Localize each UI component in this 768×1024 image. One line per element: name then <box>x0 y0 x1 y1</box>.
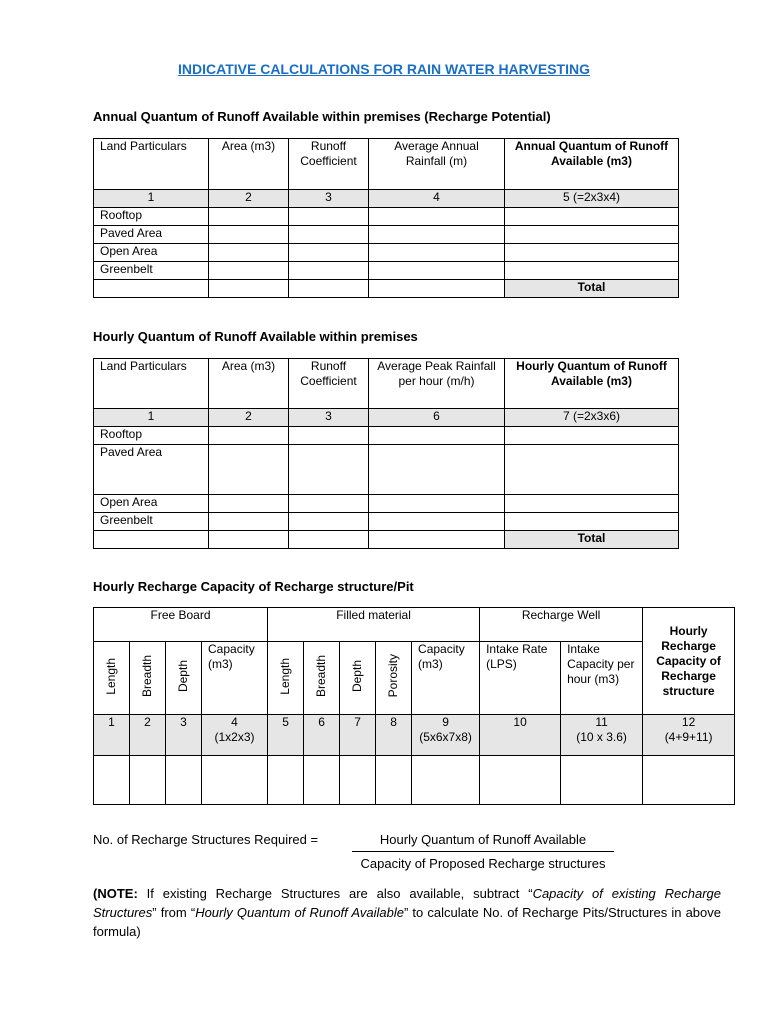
fm-depth: Depth <box>350 659 365 693</box>
rc-num-8: 8 <box>376 715 412 756</box>
fb-breadth: Breadth <box>140 654 154 698</box>
recharge-heading: Hourly Recharge Capacity of Recharge structure/Pit <box>93 579 414 594</box>
annual-header-runoff: Runoff Coefficient <box>289 139 369 190</box>
rc-formula-11: (10 x 3.6) <box>576 730 627 744</box>
hourly-header-area: Area (m3) <box>209 359 289 409</box>
table-row <box>94 262 679 280</box>
rc-num-5: 5 <box>268 715 304 756</box>
page-title: INDICATIVE CALCULATIONS FOR RAIN WATER HARVESTING <box>178 61 590 77</box>
annual-table <box>93 138 679 298</box>
rc-num-7: 7 <box>340 715 376 756</box>
rw-intake-capacity: Intake Capacity per hour (m3) <box>561 642 643 715</box>
annual-header-rainfall: Average Annual Rainfall (m) <box>369 139 505 190</box>
recharge-sub-row <box>94 642 735 715</box>
rc-num-6: 6 <box>304 715 340 756</box>
annual-header-quantum: Annual Quantum of Runoff Available (m3) <box>505 139 679 190</box>
rc-num-4: 4 <box>231 715 238 729</box>
rc-formula-4: (1x2x3) <box>214 730 255 744</box>
fm-breadth: Breadth <box>314 654 329 698</box>
annual-total-row <box>94 280 679 298</box>
rc-num-11: 11 <box>595 715 608 729</box>
note-text-1: If existing Recharge Structures are also available, subtract “ <box>137 886 533 901</box>
annual-header-row <box>94 139 679 190</box>
rw-intake-rate: Intake Rate (LPS) <box>480 642 561 715</box>
annual-num-5: 5 (=2x3x4) <box>505 190 679 208</box>
hourly-header-quantum: Hourly Quantum of Runoff Available (m3) <box>505 359 679 409</box>
hourly-row-label: Paved Area <box>94 445 209 495</box>
recharge-number-row <box>94 715 735 756</box>
rc-formula-9: (5x6x7x8) <box>419 730 472 744</box>
fm-length: Length <box>278 657 293 695</box>
hourly-total-row <box>94 531 679 549</box>
fb-depth: Depth <box>176 659 190 693</box>
annual-total-label: Total <box>505 280 679 298</box>
rc-num-9: 9 <box>442 715 449 729</box>
hourly-table <box>93 358 679 549</box>
annual-header-area: Area (m3) <box>209 139 289 190</box>
table-row <box>94 513 679 531</box>
hourly-header-rainfall: Average Peak Rainfall per hour (m/h) <box>369 359 505 409</box>
hourly-header-land: Land Particulars <box>94 359 209 409</box>
rc-num-12: 12 <box>681 715 696 729</box>
note-lead: (NOTE: <box>93 886 138 901</box>
annual-num-1: 1 <box>94 190 209 208</box>
annual-row-label: Rooftop <box>94 208 209 226</box>
hourly-row-label: Open Area <box>94 495 209 513</box>
hourly-heading: Hourly Quantum of Runoff Available within premises <box>93 329 418 344</box>
formula-numerator: Hourly Quantum of Runoff Available <box>379 832 587 847</box>
note-text-3: ” to calculate No. of Recharge Pits/Structures in above formula) <box>93 905 721 939</box>
annual-row-label: Paved Area <box>94 226 209 244</box>
annual-row-label: Open Area <box>94 244 209 262</box>
hourly-num-3: 3 <box>289 409 369 427</box>
recharge-header-hourly-capacity: Hourly Recharge Capacity of Recharge structure <box>643 608 735 715</box>
table-row <box>94 445 679 495</box>
note-italic-2: Hourly Quantum of Runoff Available <box>195 905 404 920</box>
table-row <box>94 244 679 262</box>
fm-capacity: Capacity (m3) <box>412 642 480 715</box>
group-recharge-well: Recharge Well <box>480 608 643 642</box>
formula-label: No. of Recharge Structures Required = <box>93 832 319 847</box>
hourly-number-row <box>94 409 679 427</box>
note-paragraph <box>93 884 721 941</box>
hourly-num-7: 7 (=2x3x6) <box>505 409 679 427</box>
group-filled-material: Filled material <box>268 608 480 642</box>
fb-length: Length <box>104 657 118 695</box>
annual-header-land: Land Particulars <box>94 139 209 190</box>
rc-num-2: 2 <box>130 715 166 756</box>
hourly-header-row <box>94 359 679 409</box>
hourly-num-2: 2 <box>209 409 289 427</box>
note-text-2: ” from “ <box>152 905 196 920</box>
annual-num-4: 4 <box>369 190 505 208</box>
hourly-row-label: Rooftop <box>94 427 209 445</box>
table-row <box>94 756 735 805</box>
fraction-line <box>352 851 614 852</box>
annual-num-2: 2 <box>209 190 289 208</box>
table-row <box>94 495 679 513</box>
hourly-num-1: 1 <box>94 409 209 427</box>
recharge-table <box>93 607 735 805</box>
rc-formula-12: (4+9+11) <box>664 730 713 744</box>
rc-num-3: 3 <box>166 715 202 756</box>
rc-num-12-cell <box>643 715 735 756</box>
table-row <box>94 226 679 244</box>
annual-heading: Annual Quantum of Runoff Available within premises (Recharge Potential) <box>93 109 551 124</box>
recharge-group-row <box>94 608 735 642</box>
rc-num-1: 1 <box>94 715 130 756</box>
group-free-board: Free Board <box>94 608 268 642</box>
note-italic-1: Capacity of existing Recharge Structures <box>93 886 722 920</box>
hourly-num-6: 6 <box>369 409 505 427</box>
fb-capacity: Capacity (m3) <box>202 642 268 715</box>
annual-row-label: Greenbelt <box>94 262 209 280</box>
annual-num-3: 3 <box>289 190 369 208</box>
hourly-row-label: Greenbelt <box>94 513 209 531</box>
rc-num-10: 10 <box>480 715 561 756</box>
hourly-total-label: Total <box>505 531 679 549</box>
rc-num-9-cell <box>412 715 480 756</box>
table-row <box>94 427 679 445</box>
annual-number-row <box>94 190 679 208</box>
rc-num-11-cell <box>561 715 643 756</box>
table-row <box>94 208 679 226</box>
rc-num-4-cell <box>202 715 268 756</box>
hourly-header-runoff: Runoff Coefficient <box>289 359 369 409</box>
formula-denominator: Capacity of Proposed Recharge structures <box>360 856 606 871</box>
fm-porosity: Porosity <box>386 654 401 698</box>
